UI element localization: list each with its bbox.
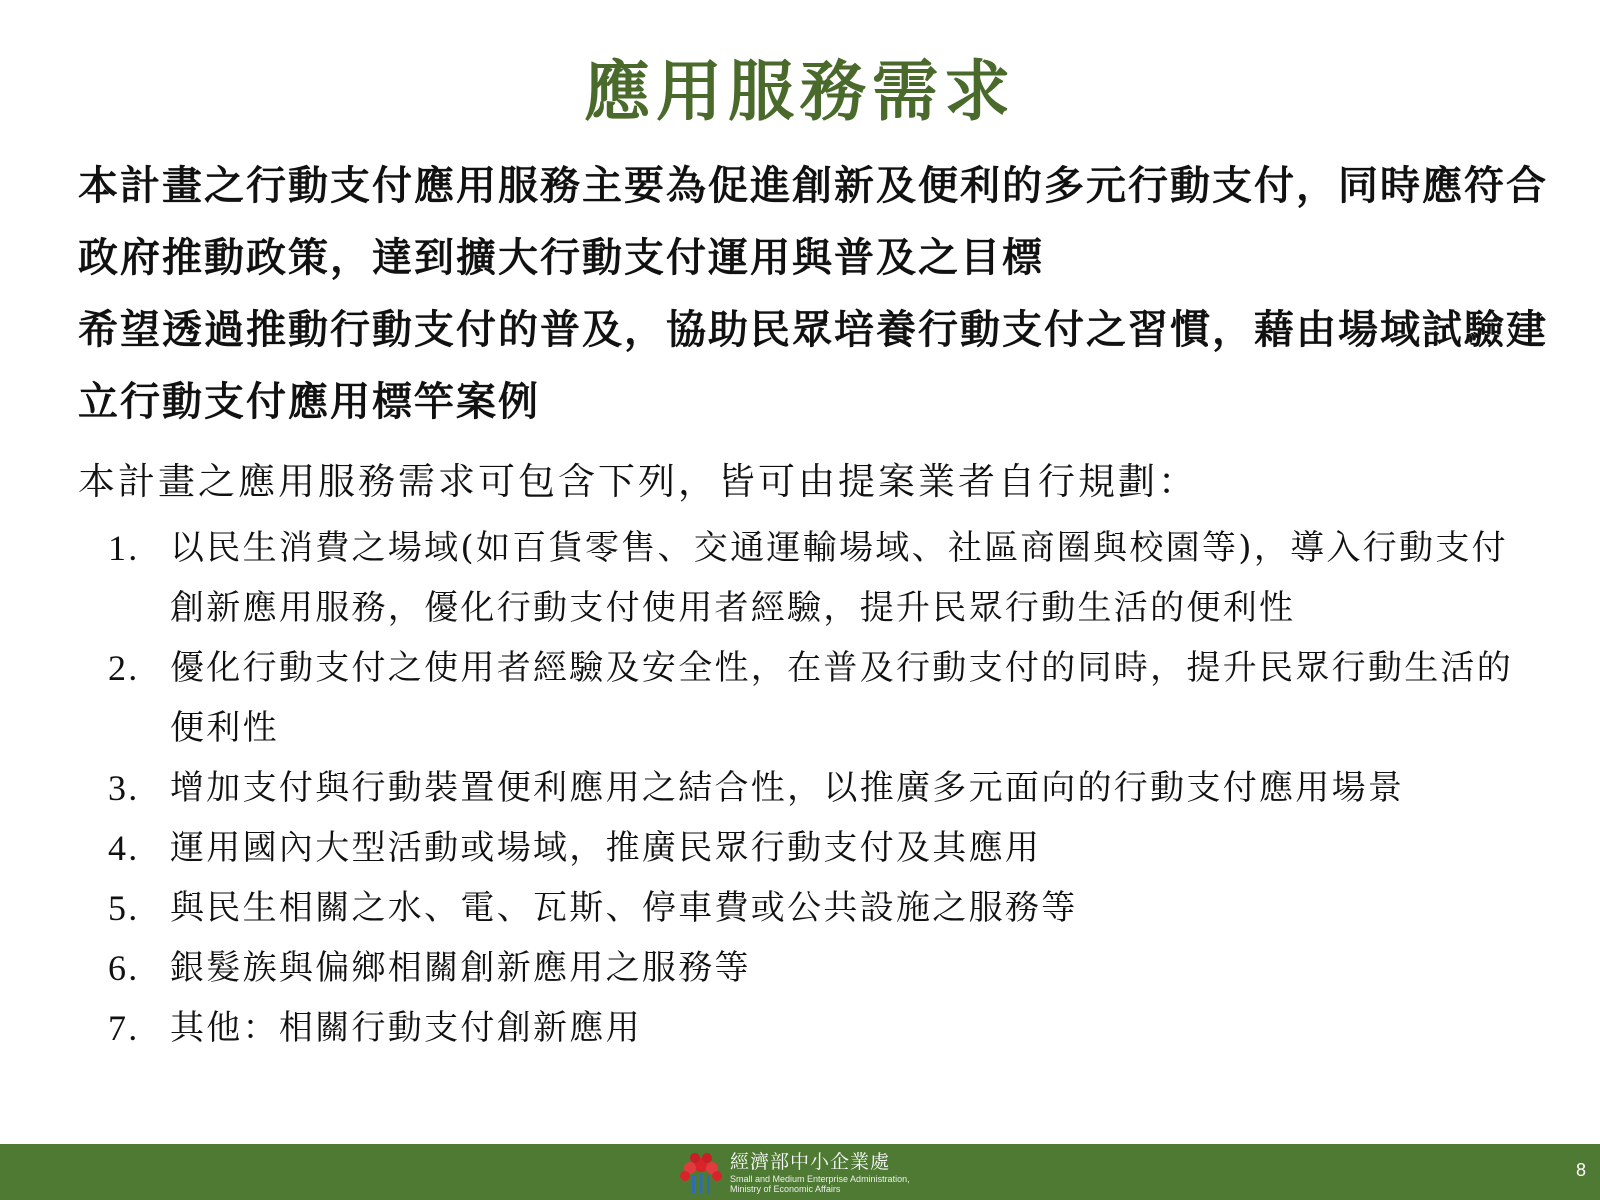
list-item-text: 以民生消費之場域(如百貨零售、交通運輸場域、社區商圈與校園等)，導入行動支付創新應用服務，優化行動支付使用者經驗，提升民眾行動生活的便利性 [170,528,1508,628]
sme-flower-logo-icon [678,1151,724,1195]
intro-text [78,150,1588,438]
requirements-lead: 本計畫之應用服務需求可包含下列，皆可由提案業者自行規劃： [78,460,1198,503]
footer-bar [0,1144,1600,1200]
list-item-text: 優化行動支付之使用者經驗及安全性，在普及行動支付的同時，提升民眾行動生活的便利性 [170,648,1514,748]
list-item-text: 其他：相關行動支付創新應用 [170,1008,642,1048]
intro-paragraph: 本計畫之行動支付應用服務主要為促進創新及便利的多元行動支付，同時應符合政府推動政策，達到擴大行動支付運用與普及之目標 [78,162,1548,281]
list-item-text: 運用國內大型活動或場域，推廣民眾行動支付及其應用 [170,828,1042,868]
list-item-number: 1. [108,528,140,568]
slide-title: 應用服務需求 [584,52,1016,130]
list-item-number: 4. [108,828,140,868]
list-item-number: 3. [108,768,140,808]
list-item-text: 銀髮族與偏鄉相關創新應用之服務等 [170,948,751,988]
organization-name-block [730,1152,910,1194]
list-item [108,518,1538,638]
organization-logo [678,1150,910,1196]
list-item-text: 增加支付與行動裝置便利應用之結合性，以推廣多元面向的行動支付應用場景 [170,768,1405,808]
organization-name: 經濟部中小企業處 [730,1152,891,1173]
intro-paragraph: 希望透過推動行動支付的普及，協助民眾培養行動支付之習慣，藉由場域試驗建立行動支付應用標竿案例 [78,306,1548,425]
list-item-number: 6. [108,948,140,988]
list-item [108,818,1538,878]
list-item-number: 5. [108,888,140,928]
list-item [108,638,1538,758]
list-item-text: 與民生相關之水、電、瓦斯、停車費或公共設施之服務等 [170,888,1078,928]
list-item [108,878,1538,938]
requirements-list [108,518,1538,1058]
list-item [108,998,1538,1058]
list-item [108,938,1538,998]
list-item [108,758,1538,818]
page-number: 8 [1575,1160,1586,1180]
organization-name-en: Small and Medium Enterprise Administration, [730,1174,910,1184]
list-item-number: 2. [108,648,140,688]
organization-name-en: Ministry of Economic Affairs [730,1184,841,1194]
list-item-number: 7. [108,1008,140,1048]
